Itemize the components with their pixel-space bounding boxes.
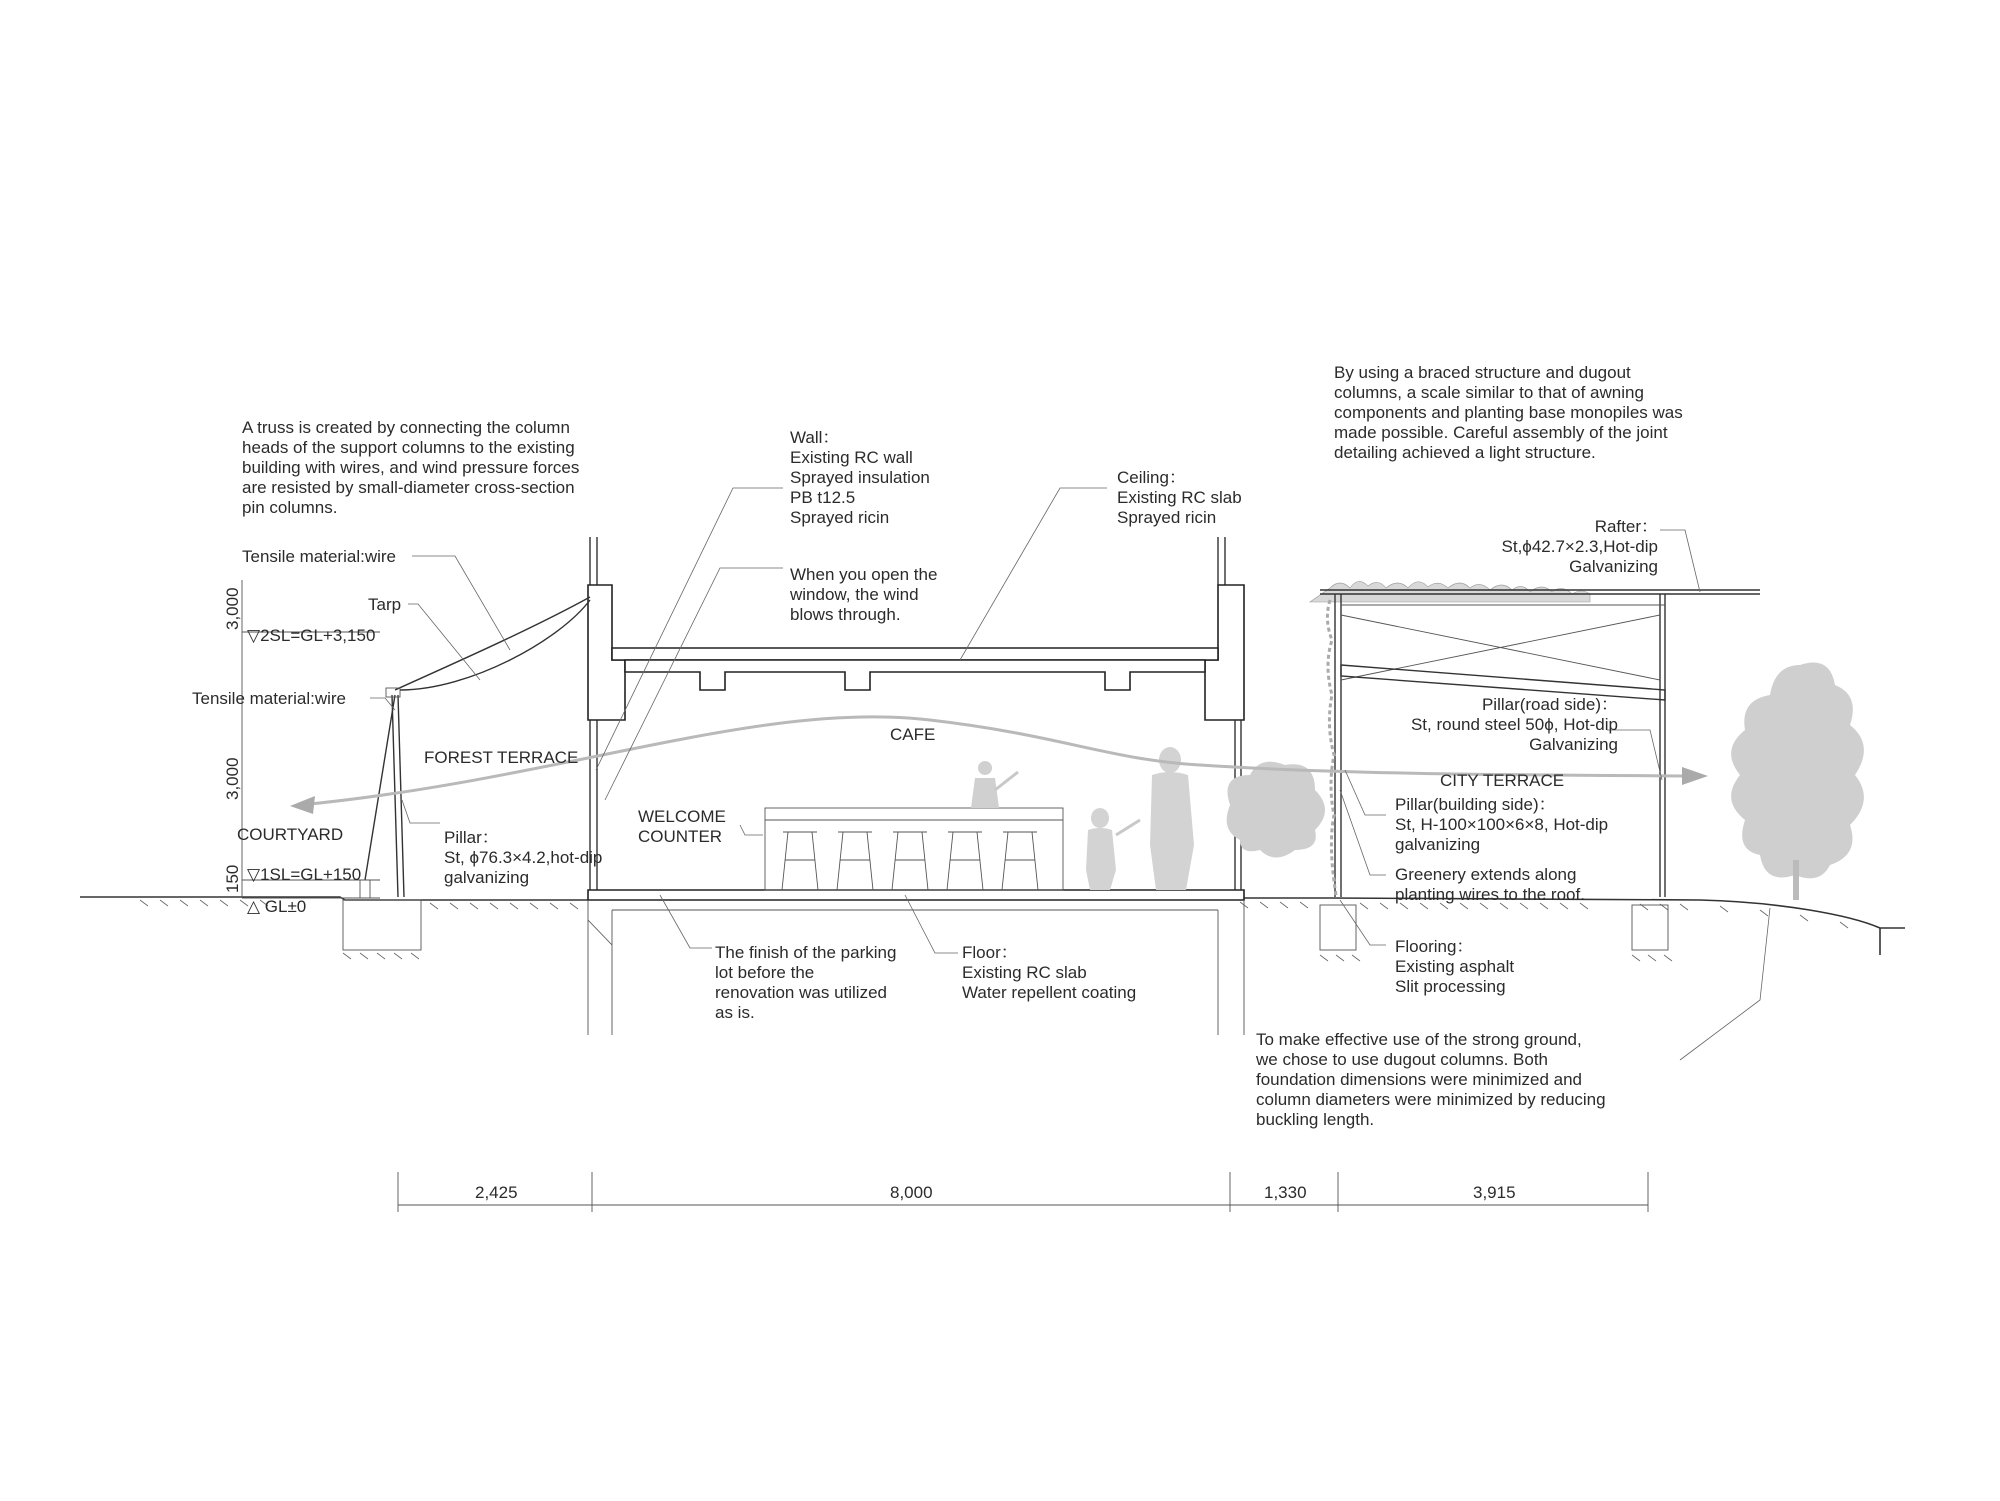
- svg-text:Slit processing: Slit processing: [1395, 977, 1506, 996]
- level-markers: [223, 580, 380, 916]
- svg-text:St,ϕ42.7×2.3,Hot-dip: St,ϕ42.7×2.3,Hot-dip: [1501, 537, 1658, 556]
- svg-text:Greenery extends along: Greenery extends along: [1395, 865, 1577, 884]
- shrub-icon: [1227, 762, 1325, 858]
- label-forest-terrace: FOREST TERRACE: [424, 748, 579, 767]
- note-parking: [715, 943, 896, 1022]
- svg-text:Pillar(road side)：: Pillar(road side)：: [1481, 695, 1618, 714]
- svg-text:Ceiling：: Ceiling：: [1117, 468, 1186, 487]
- note-pillar-road: [1411, 695, 1618, 754]
- svg-text:renovation was utilized: renovation was utilized: [715, 983, 887, 1002]
- svg-text:Sprayed insulation: Sprayed insulation: [790, 468, 930, 487]
- svg-text:building with wires, and wind: building with wires, and wind pressure forces: [242, 458, 580, 477]
- note-pillar-left: [444, 828, 602, 887]
- svg-text:Existing RC slab: Existing RC slab: [1117, 488, 1242, 507]
- dimension-1: 2,425: [475, 1183, 518, 1202]
- svg-text:galvanizing: galvanizing: [444, 868, 530, 887]
- svg-text:galvanizing: galvanizing: [1395, 835, 1481, 854]
- svg-text:are resisted by small-diameter: are resisted by small-diameter cross-section: [242, 478, 575, 497]
- dimension-3: 1,330: [1264, 1183, 1307, 1202]
- note-rafter: [1502, 517, 1658, 576]
- note-window: [789, 565, 937, 624]
- svg-text:buckling length.: buckling length.: [1256, 1110, 1375, 1129]
- label-tarp: Tarp: [368, 595, 402, 614]
- svg-text:By using a braced structure an: By using a braced structure and dugout: [1334, 363, 1631, 382]
- svg-text:Galvanizing: Galvanizing: [1529, 735, 1618, 754]
- note-ground: [1255, 1030, 1606, 1129]
- svg-text:made possible. Careful assembl: made possible. Careful assembly of the joint: [1334, 423, 1668, 442]
- svg-text:columns, a scale similar to th: columns, a scale similar to that of awning: [1334, 383, 1644, 402]
- svg-text:as is.: as is.: [715, 1003, 755, 1022]
- svg-text:Pillar：: Pillar：: [444, 828, 499, 847]
- svg-text:Pillar(building side)：: Pillar(building side)：: [1395, 795, 1556, 814]
- svg-text:A truss is created by connecti: A truss is created by connecting the column: [242, 418, 570, 437]
- vertical-dim-low: 150: [223, 864, 242, 893]
- note-greenery: [1395, 865, 1585, 904]
- svg-text:Existing asphalt: Existing asphalt: [1395, 957, 1515, 976]
- svg-text:St, ϕ76.3×4.2,hot-dip: St, ϕ76.3×4.2,hot-dip: [444, 848, 603, 867]
- svg-text:Sprayed ricin: Sprayed ricin: [790, 508, 890, 527]
- svg-text:detailing achieved a light str: detailing achieved a light structure.: [1334, 443, 1596, 462]
- vertical-dim-mid: 3,000: [223, 757, 242, 800]
- svg-text:we chose to use dugout columns: we chose to use dugout columns. Both: [1256, 1050, 1549, 1069]
- level-gl: △ GL±0: [247, 897, 307, 916]
- note-floor: [962, 943, 1136, 1002]
- svg-text:COUNTER: COUNTER: [638, 827, 723, 846]
- svg-text:Existing RC wall: Existing RC wall: [790, 448, 913, 467]
- left-footing: [343, 880, 421, 959]
- svg-text:St, H-100×100×6×8, Hot-dip: St, H-100×100×6×8, Hot-dip: [1395, 815, 1609, 834]
- dimension-4: 3,915: [1473, 1183, 1516, 1202]
- label-tensile-top: Tensile material:wire: [242, 547, 396, 566]
- svg-text:lot before the: lot before the: [715, 963, 815, 982]
- svg-text:WELCOME: WELCOME: [638, 807, 726, 826]
- svg-text:Existing RC slab: Existing RC slab: [962, 963, 1087, 982]
- svg-text:components and planting base m: components and planting base monopiles was: [1334, 403, 1683, 422]
- note-braced-structure: [1334, 363, 1683, 462]
- label-cafe: CAFE: [890, 725, 936, 744]
- note-truss: [242, 418, 579, 517]
- dimension-line: [398, 1172, 1648, 1212]
- svg-text:pin columns.: pin columns.: [242, 498, 338, 517]
- label-city-terrace: CITY TERRACE: [1440, 771, 1565, 790]
- label-welcome-counter: [638, 807, 726, 846]
- tree-icon: [1731, 663, 1864, 901]
- note-ceiling: [1117, 468, 1242, 527]
- existing-building: [588, 537, 1244, 1035]
- label-courtyard: COURTYARD: [237, 825, 344, 844]
- svg-text:Wall：: Wall：: [790, 428, 840, 447]
- svg-text:blows through.: blows through.: [790, 605, 901, 624]
- svg-text:Rafter：: Rafter：: [1594, 517, 1658, 536]
- bar-stools: [782, 832, 1038, 890]
- svg-text:Floor：: Floor：: [962, 943, 1018, 962]
- welcome-counter: [765, 808, 1063, 890]
- svg-text:PB t12.5: PB t12.5: [790, 488, 856, 507]
- svg-text:window, the wind: window, the wind: [790, 585, 919, 604]
- svg-text:Water repellent coating: Water repellent coating: [962, 983, 1137, 1002]
- svg-text:foundation dimensions were min: foundation dimensions were minimized and: [1256, 1070, 1583, 1089]
- svg-text:Flooring：: Flooring：: [1395, 937, 1474, 956]
- svg-text:When you open the: When you open the: [790, 565, 938, 584]
- level-1sl: ▽1SL=GL+150: [247, 865, 362, 884]
- svg-text:Galvanizing: Galvanizing: [1569, 557, 1658, 576]
- svg-text:Sprayed ricin: Sprayed ricin: [1117, 508, 1217, 527]
- svg-text:heads of the support columns t: heads of the support columns to the existing: [242, 438, 575, 457]
- note-wall: [790, 428, 930, 527]
- svg-text:planting wires to the roof.: planting wires to the roof.: [1395, 885, 1585, 904]
- svg-text:column diameters were minimize: column diameters were minimized by reducing: [1256, 1090, 1606, 1109]
- note-pillar-building: [1395, 795, 1608, 854]
- label-tensile-left: Tensile material:wire: [192, 689, 346, 708]
- svg-text:St, round steel 50ϕ, Hot-dip: St, round steel 50ϕ, Hot-dip: [1410, 715, 1618, 734]
- dimension-2: 8,000: [890, 1183, 933, 1202]
- level-2sl: ▽2SL=GL+3,150: [247, 626, 376, 645]
- svg-text:The finish of the parking: The finish of the parking: [715, 943, 897, 962]
- vertical-dim-upper: 3,000: [223, 587, 242, 630]
- svg-text:To make effective use of the s: To make effective use of the strong ground,: [1256, 1030, 1582, 1049]
- note-flooring: [1395, 937, 1514, 996]
